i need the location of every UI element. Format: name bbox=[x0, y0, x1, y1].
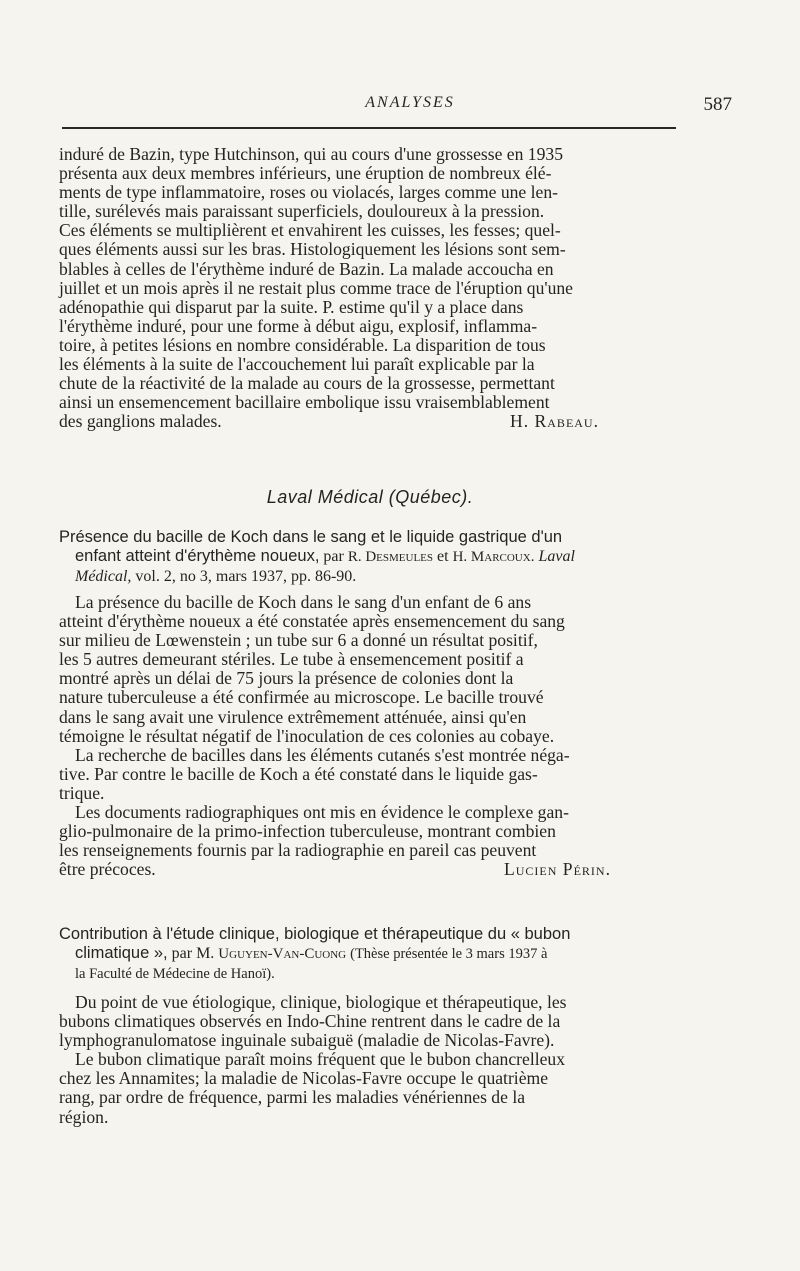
text-line: blables à celles de l'érythème induré de Bazin. La malade accoucha en bbox=[59, 258, 554, 279]
paragraph bbox=[59, 803, 681, 879]
text-line: nature tuberculeuse a été confirmée au microscope. Le bacille trouvé bbox=[59, 687, 544, 708]
text-line: juillet et un mois après il ne restait plus comme trace de l'éruption qu'une bbox=[59, 277, 573, 298]
journal-name-cont: Médical, bbox=[75, 568, 132, 585]
article-bubon bbox=[59, 925, 681, 1127]
text-line: lymphogranulomatose inguinale subaiguë (maladie de Nicolas-Favre). bbox=[59, 1030, 555, 1051]
last-line-row bbox=[59, 860, 681, 879]
article-koch bbox=[59, 528, 681, 879]
text-line: toire, à petites lésions en nombre considérable. La disparition de tous bbox=[59, 334, 546, 355]
text-line: Ces éléments se multiplièrent et envahirent les cuisses, les fesses; quel- bbox=[59, 220, 561, 241]
text-line: chute de la réactivité de la malade au cours de la grossesse, permettant bbox=[59, 373, 555, 394]
continued-paragraph bbox=[59, 145, 681, 431]
author-name: H. Marcoux. bbox=[452, 549, 535, 565]
article-title-cont: enfant atteint d'érythème noueux, bbox=[75, 547, 320, 565]
text-line: ques éléments aussi sur les bras. Histologiquement les lésions sont sem- bbox=[59, 239, 566, 260]
text-line: des ganglions malades. bbox=[59, 411, 222, 432]
thesis-note-cont: la Faculté de Médecine de Hanoï). bbox=[75, 966, 275, 982]
text-line: La recherche de bacilles dans les éléments cutanés s'est montrée néga- bbox=[75, 744, 570, 765]
paragraph bbox=[59, 1050, 681, 1126]
text-line: témoigne le résultat négatif de l'inoculation de ces colonies au cobaye. bbox=[59, 725, 555, 746]
text-line: les éléments à la suite de l'accouchement lui paraît explicable par la bbox=[59, 354, 535, 375]
article-heading bbox=[59, 925, 681, 984]
text-line: La présence du bacille de Koch dans le sang d'un enfant de 6 ans bbox=[75, 592, 532, 612]
paragraph bbox=[59, 746, 681, 803]
paragraph bbox=[59, 593, 681, 746]
text-line: tille, surélevés mais paraissant superficiels, douloureux à la pression. bbox=[59, 201, 545, 222]
article-title-cont: climatique », bbox=[75, 944, 168, 962]
text-line: présenta aux deux membres inférieurs, une éruption de nombreux élé- bbox=[59, 163, 552, 184]
continued-article bbox=[59, 145, 681, 431]
header-rule bbox=[62, 127, 676, 129]
text-line: glio-pulmonaire de la primo-infection tuberculeuse, montrant combien bbox=[59, 821, 556, 842]
article-title: Contribution à l'étude clinique, biologique et thérapeutique du « bubon bbox=[59, 925, 571, 943]
text-line: chez les Annamites; la maladie de Nicolas-Favre occupe le quatrième bbox=[59, 1068, 548, 1089]
text-line: ments de type inflammatoire, roses ou violacés, larges comme une len- bbox=[59, 182, 558, 203]
text-line: rang, par ordre de fréquence, parmi les maladies vénériennes de la bbox=[59, 1087, 526, 1108]
text-line: atteint d'érythème noueux a été constatée après ensemencement du sang bbox=[59, 611, 565, 632]
text-line: Le bubon climatique paraît moins fréquent que le bubon chancrelleux bbox=[75, 1049, 566, 1070]
by-word: par bbox=[323, 548, 344, 565]
text-line: les 5 autres demeurant stériles. Le tube à ensemencement positif a bbox=[59, 649, 524, 670]
text-line: ainsi un ensemencement bacillaire embolique issu vraisemblablement bbox=[59, 392, 550, 413]
last-line-row bbox=[59, 412, 681, 431]
text-line: induré de Bazin, type Hutchinson, qui au cours d'une grossesse en 1935 bbox=[59, 144, 563, 164]
author-signature: Lucien Périn. bbox=[504, 859, 611, 880]
text-line: bubons climatiques observés en Indo-Chine rentrent dans le cadre de la bbox=[59, 1011, 561, 1032]
text-line: trique. bbox=[59, 782, 105, 803]
text-line: montré après un délai de 75 jours la présence de colonies dont la bbox=[59, 668, 514, 689]
paragraph bbox=[59, 993, 681, 1050]
text-line: Les documents radiographiques ont mis en évidence le complexe gan- bbox=[75, 802, 569, 823]
text-line: être précoces. bbox=[59, 859, 156, 880]
journal-name: Laval bbox=[538, 548, 575, 565]
author-name: R. Desmeules bbox=[347, 549, 434, 565]
by-word: par M. bbox=[171, 945, 215, 962]
author-signature: H. Rabeau. bbox=[510, 411, 599, 432]
text-line: les renseignements fournis par la radiographie en pareil cas peuvent bbox=[59, 840, 537, 861]
article-heading bbox=[59, 528, 681, 586]
text-line: région. bbox=[59, 1106, 109, 1127]
author-name: Uguyen-Van-Cuong bbox=[218, 946, 347, 962]
article-title: Présence du bacille de Koch dans le sang et le liquide gastrique d'un bbox=[59, 528, 563, 546]
and-word: et bbox=[437, 548, 449, 565]
running-header bbox=[60, 94, 732, 120]
text-line: sur milieu de Lœwenstein ; un tube sur 6 a donné un résultat positif, bbox=[59, 630, 538, 651]
text-line: tive. Par contre le bacille de Koch a été constaté dans le liquide gas- bbox=[59, 763, 538, 784]
reference: vol. 2, no 3, mars 1937, pp. 86-90. bbox=[135, 568, 357, 585]
text-line: adénopathie qui disparut par la suite. P. estime qu'il y a place dans bbox=[59, 296, 524, 317]
text-line: dans le sang avait une virulence extrêmement atténuée, ainsi qu'en bbox=[59, 706, 527, 727]
section-title: Laval Médical (Québec). bbox=[266, 487, 474, 507]
text-line: l'érythème induré, pour une forme à début aigu, explosif, inflamma- bbox=[59, 315, 538, 336]
page-number: 587 bbox=[703, 94, 732, 115]
text-line: Du point de vue étiologique, clinique, biologique et thérapeutique, les bbox=[75, 992, 567, 1012]
running-title: ANALYSES bbox=[365, 94, 455, 111]
thesis-note: (Thèse présentée le 3 mars 1937 à bbox=[350, 946, 548, 962]
